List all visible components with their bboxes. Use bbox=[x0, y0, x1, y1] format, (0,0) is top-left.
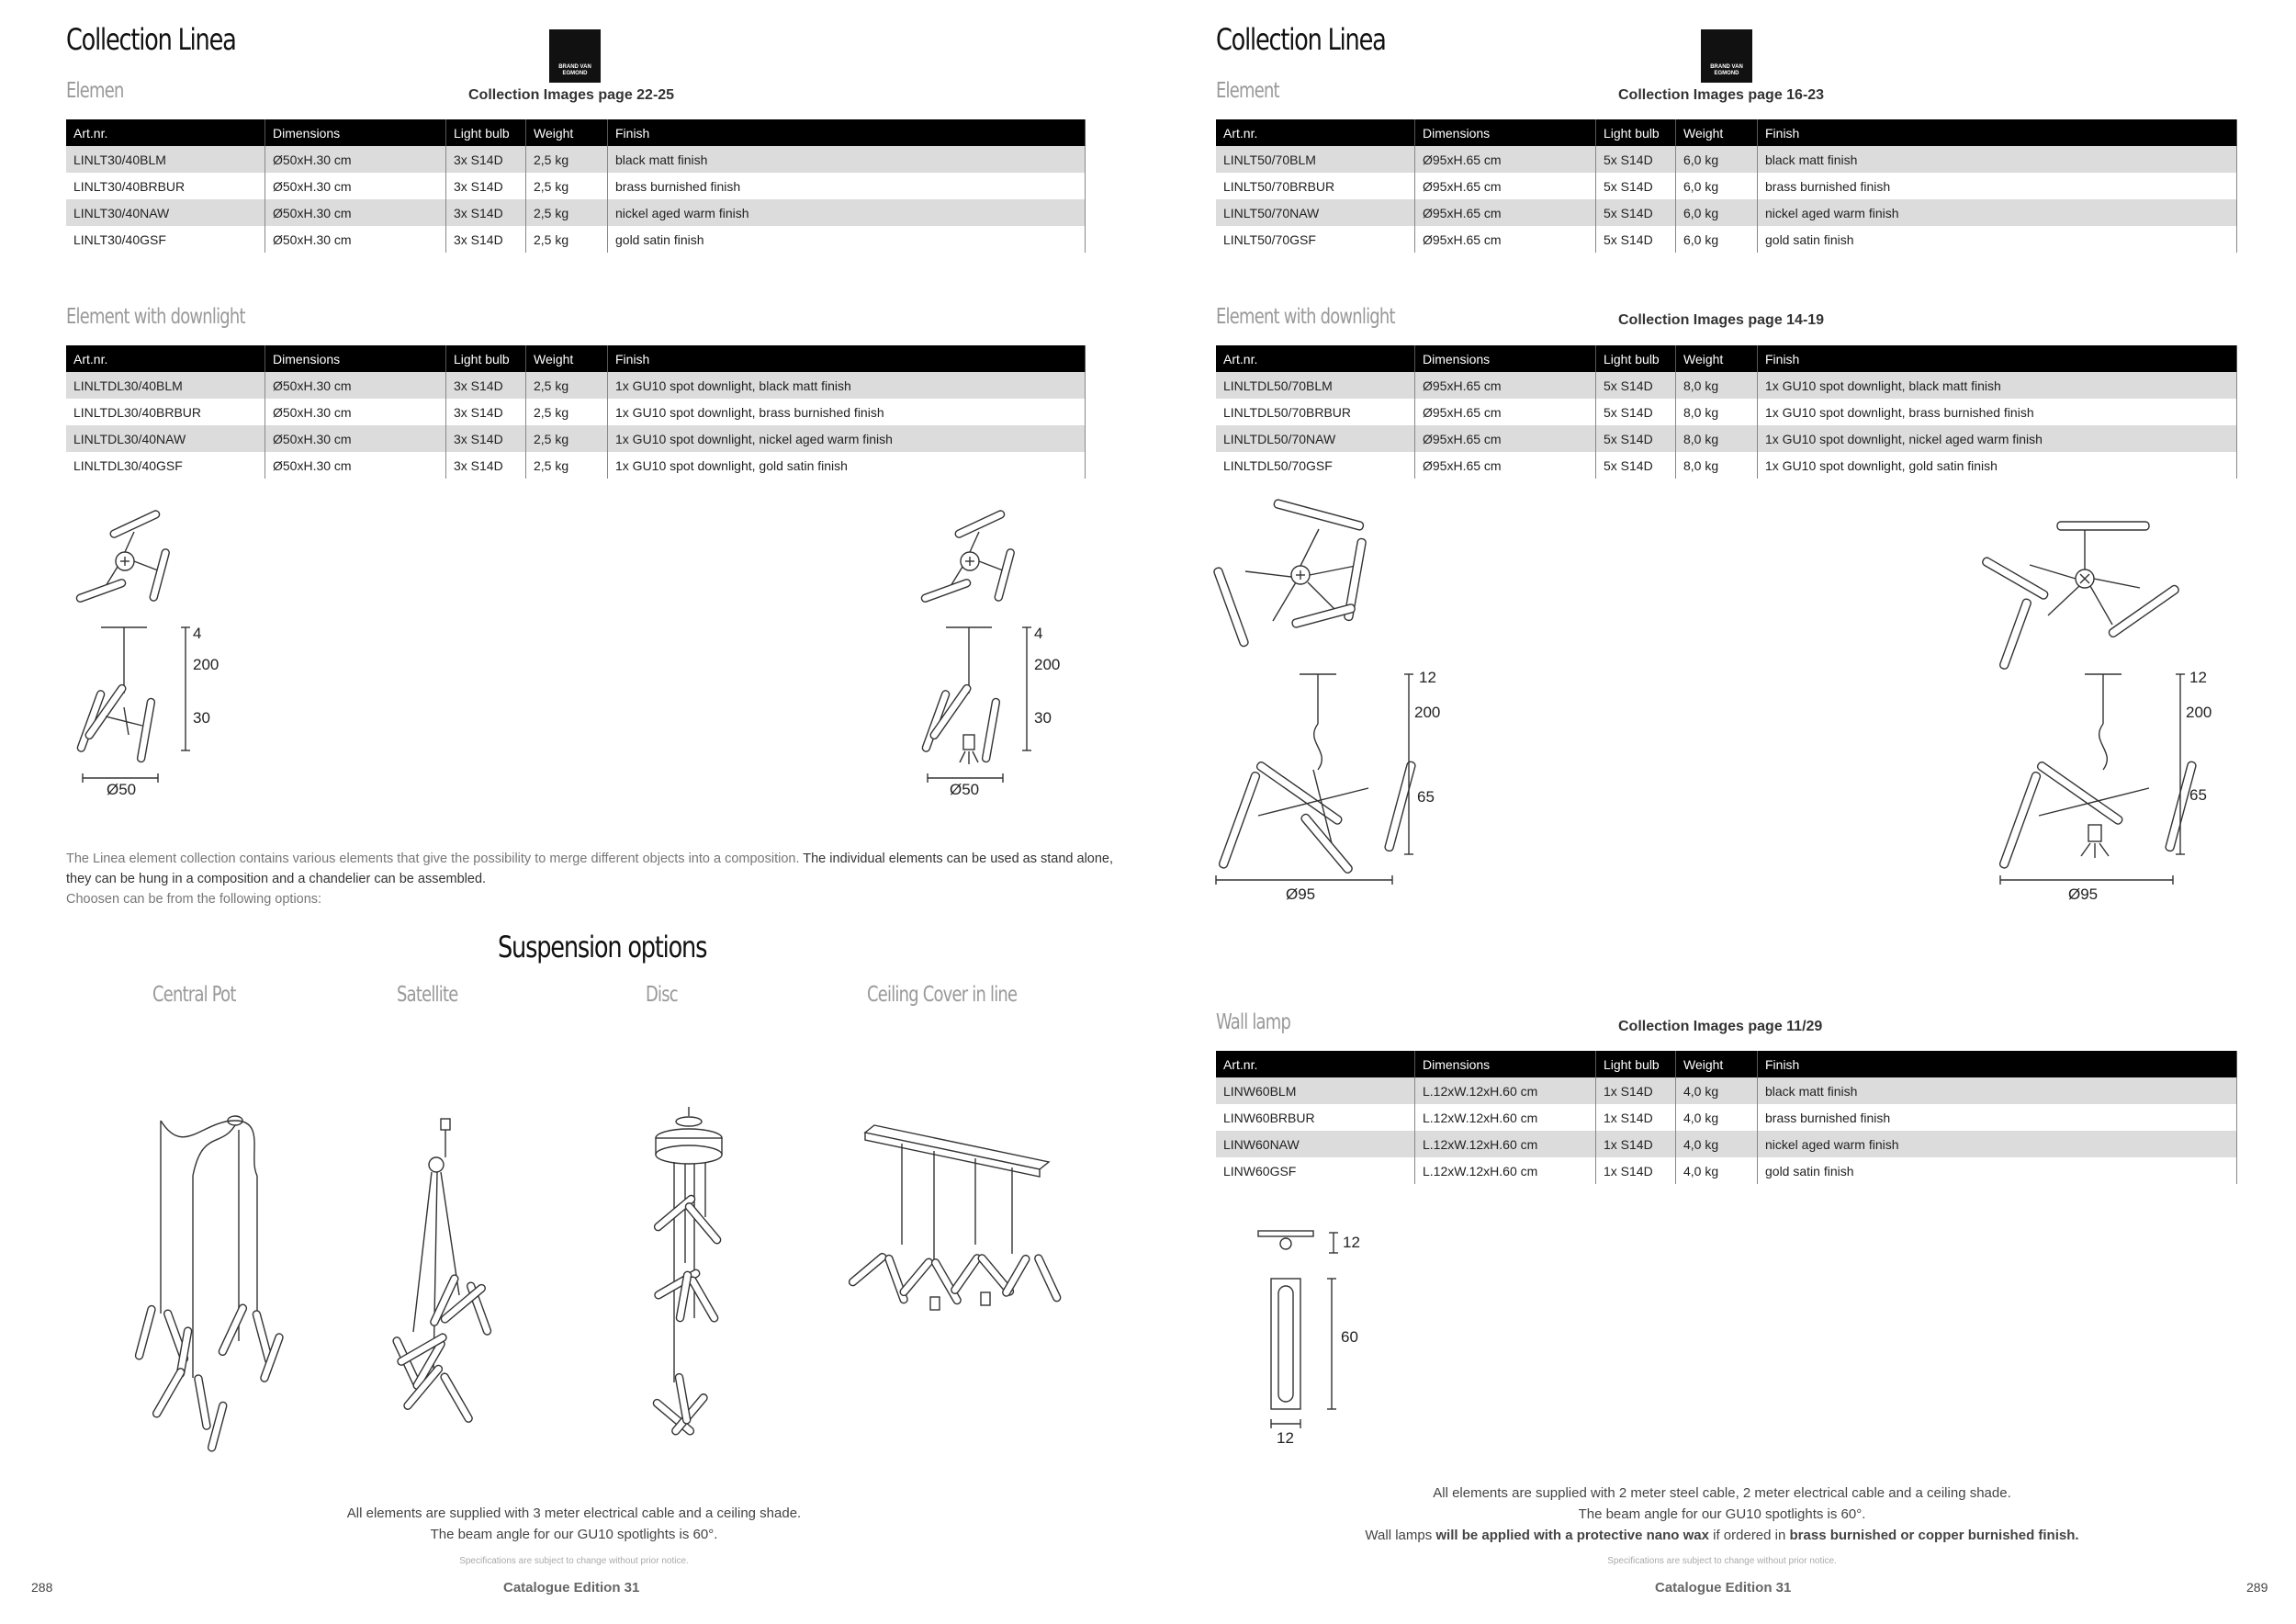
table-row: LINLT30/40BRBUR Ø50xH.30 cm 3x S14D 2,5 kg brass burnished finish bbox=[66, 173, 1086, 199]
right-downlight-table bbox=[1216, 345, 2237, 479]
col-header: Dimensions bbox=[1415, 119, 1596, 146]
col-header: Weight bbox=[1676, 119, 1758, 146]
dim-diameter: Ø50 bbox=[107, 781, 137, 798]
table-row: LINLTDL30/40NAW Ø50xH.30 cm 3x S14D 2,5 kg 1x GU10 spot downlight, nickel aged warm finish bbox=[66, 425, 1086, 452]
table-row: LINLTDL30/40BRBUR Ø50xH.30 cm 3x S14D 2,5 kg 1x GU10 spot downlight, brass burnished finish bbox=[66, 399, 1086, 425]
table-row: LINLTDL50/70BLM Ø95xH.65 cm 5x S14D 8,0 kg 1x GU10 spot downlight, black matt finish bbox=[1216, 372, 2237, 399]
col-header: Art.nr. bbox=[1216, 119, 1415, 146]
col-header: Finish bbox=[1758, 1051, 2237, 1077]
table-row: LINLT50/70BRBUR Ø95xH.65 cm 5x S14D 6,0 kg brass burnished finish bbox=[1216, 173, 2237, 199]
dim-cable: 200 bbox=[193, 656, 219, 673]
left-element-table bbox=[66, 119, 1086, 253]
right-element-table bbox=[1216, 119, 2237, 253]
right-page-title: Collection Linea bbox=[1216, 22, 1386, 57]
col-header: Finish bbox=[1758, 119, 2237, 146]
table-row: LINLT50/70BLM Ø95xH.65 cm 5x S14D 6,0 kg black matt finish bbox=[1216, 146, 2237, 173]
table-row: LINW60BRBUR L.12xW.12xH.60 cm 1x S14D 4,0 kg brass burnished finish bbox=[1216, 1104, 2237, 1131]
right-section1-collection-ref: Collection Images page 16-23 bbox=[1618, 87, 1825, 103]
table-row: LINW60BLM L.12xW.12xH.60 cm 1x S14D 4,0 kg black matt finish bbox=[1216, 1077, 2237, 1104]
right-footer: Catalogue Edition 31 bbox=[1655, 1580, 1792, 1596]
disc-drawing bbox=[634, 1107, 762, 1465]
table-row: LINLTDL50/70BRBUR Ø95xH.65 cm 5x S14D 8,0 kg 1x GU10 spot downlight, brass burnished finish bbox=[1216, 399, 2237, 425]
right-section1-subtitle: Element bbox=[1216, 79, 1279, 103]
wall-dim-top: 12 bbox=[1343, 1234, 1360, 1251]
dim-top-95: 12 bbox=[1419, 669, 1436, 686]
col-header: Weight bbox=[526, 345, 608, 372]
table-row: LINLT30/40NAW Ø50xH.30 cm 3x S14D 2,5 kg nickel aged warm finish bbox=[66, 199, 1086, 226]
col-header: Finish bbox=[608, 119, 1086, 146]
col-header: Light bulb bbox=[1596, 1051, 1676, 1077]
right-disclaimer: Specifications are subject to change without prior notice. bbox=[1607, 1556, 1837, 1566]
col-header: Art.nr. bbox=[1216, 345, 1415, 372]
col-header: Dimensions bbox=[1415, 345, 1596, 372]
right-section3-collection-ref: Collection Images page 11/29 bbox=[1618, 1019, 1823, 1034]
col-header: Art.nr. bbox=[66, 119, 265, 146]
brand-logo: BRAND VAN EGMOND bbox=[1701, 29, 1752, 83]
right-section3-subtitle: Wall lamp bbox=[1216, 1010, 1291, 1034]
table-row: LINW60NAW L.12xW.12xH.60 cm 1x S14D 4,0 kg nickel aged warm finish bbox=[1216, 1131, 2237, 1157]
col-header: Weight bbox=[1676, 1051, 1758, 1077]
brand-logo: BRAND VAN EGMOND bbox=[549, 29, 601, 83]
col-header: Weight bbox=[526, 119, 608, 146]
intro-paragraph: The Linea element collection contains various elements that give the possibility to merge different objects into a composition. The individual elements can be used as stand alone, they can be hung in a composition and a chandelier can be assembled. Choosen can be from the following options: bbox=[66, 851, 1114, 907]
dim-top: 4 bbox=[193, 625, 202, 642]
dim-cable-downlight: 200 bbox=[1034, 656, 1061, 673]
dim-diameter-downlight: Ø50 bbox=[950, 781, 980, 798]
col-header: Dimensions bbox=[265, 119, 446, 146]
ceiling-cover-drawing bbox=[838, 1116, 1076, 1373]
right-notes: All elements are supplied with 2 meter steel cable, 2 meter electrical cable and a ceiling shade. The beam angle for our GU10 spotlights is 60°. Wall lamps will be applied with a protective nano wax if ordered in brass burnished or copper burnished finish. bbox=[1365, 1485, 2079, 1543]
table-row: LINLTDL30/40BLM Ø50xH.30 cm 3x S14D 2,5 kg 1x GU10 spot downlight, black matt finish bbox=[66, 372, 1086, 399]
option-ceiling-cover: Ceiling Cover in line bbox=[867, 983, 1018, 1007]
table-row: LINLTDL30/40GSF Ø50xH.30 cm 3x S14D 2,5 kg 1x GU10 spot downlight, gold satin finish bbox=[66, 452, 1086, 479]
right-wall-lamp-table bbox=[1216, 1051, 2237, 1184]
dim-height-95: 65 bbox=[1417, 788, 1435, 806]
col-header: Dimensions bbox=[1415, 1051, 1596, 1077]
col-header: Dimensions bbox=[265, 345, 446, 372]
col-header: Light bulb bbox=[446, 345, 526, 372]
suspension-title: Suspension options bbox=[498, 930, 707, 964]
table-row: LINLT30/40BLM Ø50xH.30 cm 3x S14D 2,5 kg black matt finish bbox=[66, 146, 1086, 173]
dim-height-downlight: 30 bbox=[1034, 709, 1052, 727]
central-pot-drawing bbox=[110, 1102, 312, 1451]
table-row: LINLT50/70NAW Ø95xH.65 cm 5x S14D 6,0 kg nickel aged warm finish bbox=[1216, 199, 2237, 226]
col-header: Art.nr. bbox=[1216, 1051, 1415, 1077]
table-row: LINLTDL50/70GSF Ø95xH.65 cm 5x S14D 8,0 kg 1x GU10 spot downlight, gold satin finish bbox=[1216, 452, 2237, 479]
table-row: LINW60GSF L.12xW.12xH.60 cm 1x S14D 4,0 kg gold satin finish bbox=[1216, 1157, 2237, 1184]
table-row: LINLT50/70GSF Ø95xH.65 cm 5x S14D 6,0 kg gold satin finish bbox=[1216, 226, 2237, 253]
col-header: Finish bbox=[1758, 345, 2237, 372]
right-page-number: 289 bbox=[2246, 1580, 2268, 1595]
left-page-number: 288 bbox=[31, 1580, 53, 1595]
col-header: Light bulb bbox=[1596, 119, 1676, 146]
left-footer: Catalogue Edition 31 bbox=[503, 1580, 640, 1596]
element-30-drawing bbox=[73, 510, 257, 804]
wall-dim-height: 60 bbox=[1341, 1328, 1358, 1346]
option-satellite: Satellite bbox=[397, 983, 458, 1007]
left-section1-subtitle: Elemen bbox=[66, 79, 124, 103]
left-notes: All elements are supplied with 3 meter electrical cable and a ceiling shade. The beam angle for our GU10 spotlights is 60°. bbox=[346, 1506, 802, 1542]
dim-top-95-downlight: 12 bbox=[2189, 669, 2207, 686]
dim-diameter-95: Ø95 bbox=[1286, 885, 1316, 903]
col-header: Light bulb bbox=[446, 119, 526, 146]
col-header: Finish bbox=[608, 345, 1086, 372]
dim-height-95-downlight: 65 bbox=[2189, 786, 2207, 804]
dim-cable-95-downlight: 200 bbox=[2186, 704, 2212, 721]
wall-dim-width: 12 bbox=[1277, 1429, 1294, 1447]
dim-cable-95: 200 bbox=[1414, 704, 1441, 721]
dim-top-downlight: 4 bbox=[1034, 625, 1043, 642]
right-section2-collection-ref: Collection Images page 14-19 bbox=[1618, 312, 1825, 328]
right-section2-subtitle: Element with downlight bbox=[1216, 305, 1395, 329]
element-downlight-30-drawing bbox=[918, 510, 1102, 804]
left-section1-collection-ref: Collection Images page 22-25 bbox=[468, 87, 675, 103]
col-header: Art.nr. bbox=[66, 345, 265, 372]
dim-height: 30 bbox=[193, 709, 210, 727]
left-disclaimer: Specifications are subject to change without prior notice. bbox=[459, 1556, 689, 1566]
satellite-drawing bbox=[377, 1111, 514, 1460]
left-downlight-table bbox=[66, 345, 1086, 479]
option-central-pot: Central Pot bbox=[152, 983, 236, 1007]
table-row: LINLTDL50/70NAW Ø95xH.65 cm 5x S14D 8,0 kg 1x GU10 spot downlight, nickel aged warm finish bbox=[1216, 425, 2237, 452]
left-section2-subtitle: Element with downlight bbox=[66, 305, 245, 329]
option-disc: Disc bbox=[646, 983, 678, 1007]
table-row: LINLT30/40GSF Ø50xH.30 cm 3x S14D 2,5 kg gold satin finish bbox=[66, 226, 1086, 253]
col-header: Light bulb bbox=[1596, 345, 1676, 372]
dim-diameter-95-downlight: Ø95 bbox=[2068, 885, 2099, 903]
col-header: Weight bbox=[1676, 345, 1758, 372]
left-page-title: Collection Linea bbox=[66, 22, 236, 57]
